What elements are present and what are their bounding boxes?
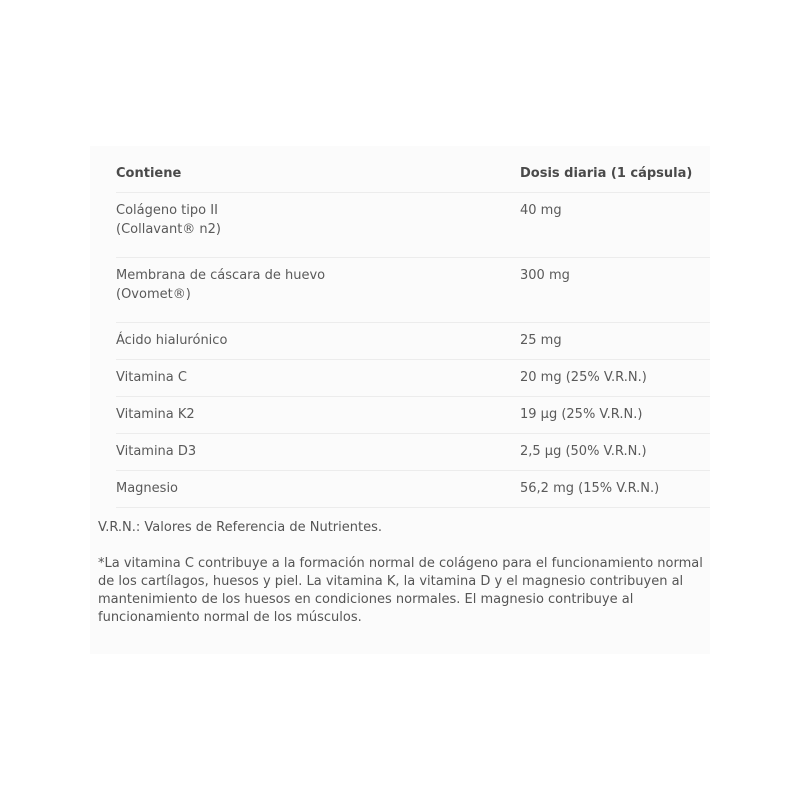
ingredient-name: Colágeno tipo II: [116, 203, 218, 218]
dose-cell: 25 mg: [520, 323, 710, 360]
table-header-row: [116, 154, 710, 193]
table-row: [116, 434, 710, 471]
ingredient-name: Membrana de cáscara de huevo: [116, 268, 326, 283]
table-row: [116, 323, 710, 360]
dose-cell: 56,2 mg (15% V.R.N.): [520, 471, 710, 508]
table-row: [116, 471, 710, 508]
nutrition-panel: [90, 146, 710, 654]
vrn-note: V.R.N.: Valores de Referencia de Nutrientes.: [98, 520, 382, 535]
table-row: [116, 258, 710, 323]
header-dose: Dosis diaria (1 cápsula): [520, 154, 710, 193]
dose-cell: 300 mg: [520, 258, 710, 323]
ingredient-brand: (Collavant® n2): [116, 222, 222, 237]
table-row: [116, 397, 710, 434]
ingredient-cell: [116, 258, 520, 323]
ingredient-cell: Ácido hialurónico: [116, 323, 520, 360]
ingredient-cell: Vitamina K2: [116, 397, 520, 434]
ingredient-cell: Magnesio: [116, 471, 520, 508]
header-ingredient: Contiene: [116, 154, 520, 193]
ingredient-cell: Vitamina C: [116, 360, 520, 397]
dose-cell: 19 µg (25% V.R.N.): [520, 397, 710, 434]
dose-cell: 40 mg: [520, 193, 710, 258]
nutrition-table: [116, 154, 710, 508]
table-row: [116, 360, 710, 397]
ingredient-brand: (Ovomet®): [116, 287, 191, 302]
ingredient-cell: Vitamina D3: [116, 434, 520, 471]
dose-cell: 2,5 µg (50% V.R.N.): [520, 434, 710, 471]
dose-cell: 20 mg (25% V.R.N.): [520, 360, 710, 397]
health-claims-note: *La vitamina C contribuye a la formación normal de colágeno para el funcionamiento normal de los cartílagos, huesos y piel. La vitamina K, la vitamina D y el magnesio contribuyen al mantenimiento de los huesos en condiciones normales. El magnesio contribuye al funcionamiento normal de los músculos.: [98, 556, 703, 625]
table-row: [116, 193, 710, 258]
ingredient-cell: [116, 193, 520, 258]
